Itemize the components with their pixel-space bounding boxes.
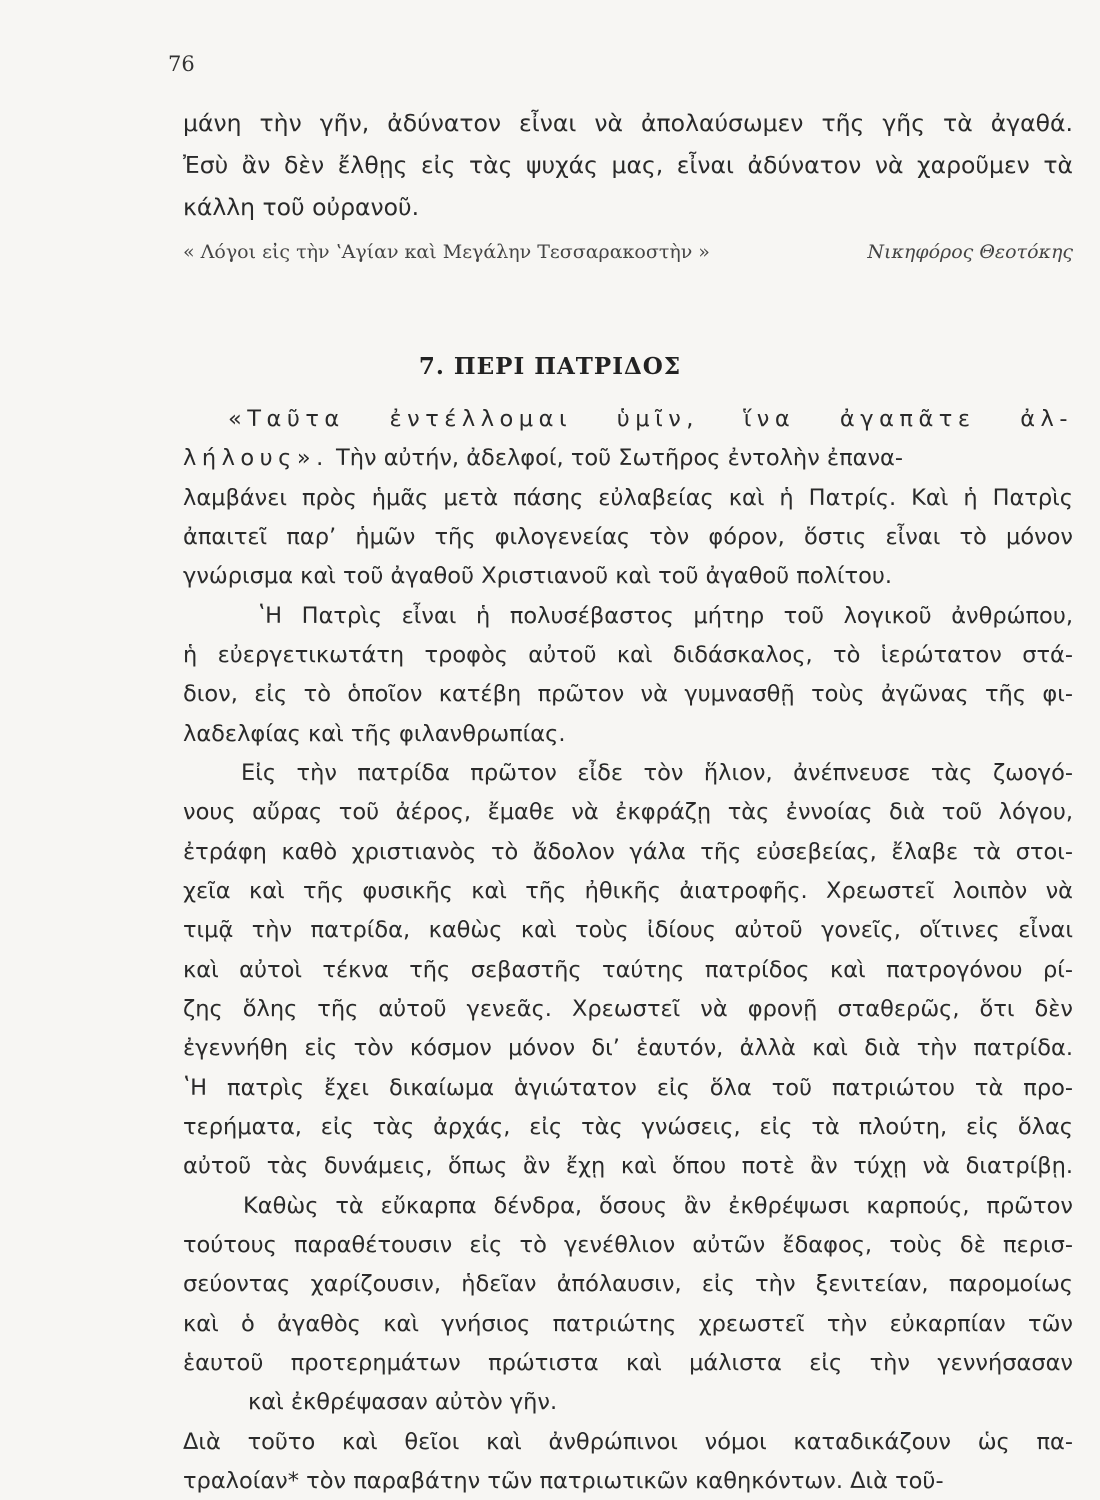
text-line: διον, εἰς τὸ ὁποῖον κατέβη πρῶτον νὰ γυμνασθῇ τοὺς ἀγῶνας τῆς φι- <box>183 681 1073 707</box>
text-line: ἐτράφη καθὸ χριστιανὸς τὸ ἄδολον γάλα τῆς εὐσεβείας, ἔλαβε τὰ στοι- <box>183 839 1073 865</box>
quote-line: «Ταῦτα ἐντέλλομαι ὑμῖν, ἵνα ἀγαπᾶτε ἀλ- <box>228 406 1073 432</box>
paragraph-start-line: Καθὼς τὰ εὔκαρπα δένδρα, ὅσους ἂν ἐκθρέψωσι καρπούς, πρῶτον <box>243 1193 1073 1219</box>
paragraph-start-line: Εἰς τὴν πατρίδα πρῶτον εἶδε τὸν ἥλιον, ἀνέπνευσε τὰς ζωογό- <box>241 760 1073 786</box>
text-line: μάνη τὴν γῆν, ἀδύνατον εἶναι νὰ ἀπολαύσωμεν τῆς γῆς τὰ ἀγαθά. <box>183 109 1073 137</box>
quote-ending: λήλους». <box>183 445 329 471</box>
text-line: σεύοντας χαρίζουσιν, ἡδεῖαν ἀπόλαυσιν, εἰς τὴν ξενιτείαν, παρομοίως <box>183 1271 1073 1297</box>
text-line: τραλοίαν* τὸν παραβάτην τῶν πατριωτικῶν καθηκόντων. Διὰ τοῦ- <box>183 1468 944 1494</box>
section-heading: 7. ΠΕΡΙ ΠΑΤΡΙΔΟΣ <box>418 353 682 380</box>
text-line: Διὰ τοῦτο καὶ θεῖοι καὶ ἀνθρώπινοι νόμοι καταδικάζουν ὡς πα- <box>183 1429 1073 1455</box>
text-line: ἑαυτοῦ προτερημάτων πρώτιστα καὶ μάλιστα εἰς τὴν γεννήσασαν <box>183 1350 1073 1376</box>
text-line: καὶ ἐκθρέψασαν αὐτὸν γῆν. <box>248 1389 558 1415</box>
text-line: λαμβάνει πρὸς ἡμᾶς μετὰ πάσης εὐλαβείας καὶ ἡ Πατρίς. Καὶ ἡ Πατρὶς <box>183 485 1073 511</box>
text-line: αὐτοῦ τὰς δυνάμεις, ὅπως ἂν ἔχῃ καὶ ὅπου ποτὲ ἂν τύχῃ νὰ διατρίβῃ. <box>183 1153 1073 1179</box>
citation-author: Νικηφόρος Θεοτόκης <box>867 241 1073 263</box>
text-line: γνώρισμα καὶ τοῦ ἀγαθοῦ Χριστιανοῦ καὶ τοῦ ἀγαθοῦ πολίτου. <box>183 563 893 589</box>
text-line: ἡ εὐεργετικωτάτη τροφὸς αὐτοῦ καὶ διδάσκαλος, τὸ ἱερώτατον στά- <box>183 642 1073 668</box>
quote-line-rest: Τὴν αὐτήν, ἀδελφοί, τοῦ Σωτῆρος ἐντολὴν ἐπανα- <box>328 445 903 471</box>
text-line: κάλλη τοῦ οὐρανοῦ. <box>183 193 420 221</box>
citation <box>183 238 1073 266</box>
text-line: καὶ αὐτοὶ τέκνα τῆς σεβαστῆς ταύτης πατρίδος καὶ πατρογόνου ρί- <box>183 957 1073 983</box>
text-line: ζης ὅλης τῆς αὐτοῦ γενεᾶς. Χρεωστεῖ νὰ φρονῇ σταθερῶς, ὅτι δὲν <box>183 996 1073 1022</box>
quote-line-continuation <box>183 443 1073 473</box>
text-line: καὶ ὁ ἀγαθὸς καὶ γνήσιος πατριώτης χρεωστεῖ τὴν εὐκαρπίαν τῶν <box>183 1311 1073 1337</box>
citation-work: « Λόγοι εἰς τὴν ʽΑγίαν καὶ Μεγάλην Τεσσαρακοστὴν » <box>183 241 710 263</box>
text-line: ἀπαιτεῖ παρ’ ἡμῶν τῆς φιλογενείας τὸν φόρον, ὅστις εἶναι τὸ μόνον <box>183 524 1073 550</box>
paragraph-start-line: ʽΗ Πατρὶς εἶναι ἡ πολυσέβαστος μήτηρ τοῦ λογικοῦ ἀνθρώπου, <box>258 603 1073 629</box>
page-number: 76 <box>168 52 195 76</box>
text-line: λαδελφίας καὶ τῆς φιλανθρωπίας. <box>183 721 566 747</box>
text-line: χεῖα καὶ τῆς φυσικῆς καὶ τῆς ἠθικῆς ἀιατροφῆς. Χρεωστεῖ λοιπὸν νὰ <box>183 878 1073 904</box>
text-line: νους αὔρας τοῦ ἀέρος, ἔμαθε νὰ ἐκφράζῃ τὰς ἐννοίας διὰ τοῦ λόγου, <box>183 799 1073 825</box>
text-line: ʽΗ πατρὶς ἔχει δικαίωμα ἁγιώτατον εἰς ὅλα τοῦ πατριώτου τὰ προ- <box>183 1075 1073 1101</box>
text-line: Ἐσὺ ἂν δὲν ἔλθῃς εἰς τὰς ψυχάς μας, εἶναι ἀδύνατον νὰ χαροῦμεν τὰ <box>183 151 1073 179</box>
text-line: ἐγεννήθη εἰς τὸν κόσμον μόνον δι’ ἑαυτόν, ἀλλὰ καὶ διὰ τὴν πατρίδα. <box>183 1035 1073 1061</box>
text-line: τιμᾷ τὴν πατρίδα, καθὼς καὶ τοὺς ἰδίους αὐτοῦ γονεῖς, οἵτινες εἶναι <box>183 917 1073 943</box>
text-line: τερήματα, εἰς τὰς ἀρχάς, εἰς τὰς γνώσεις, εἰς τὰ πλούτη, εἰς ὅλας <box>183 1114 1073 1140</box>
text-line: τούτους παραθέτουσιν εἰς τὸ γενέθλιον αὐτῶν ἔδαφος, τοὺς δὲ περισ- <box>183 1232 1073 1258</box>
